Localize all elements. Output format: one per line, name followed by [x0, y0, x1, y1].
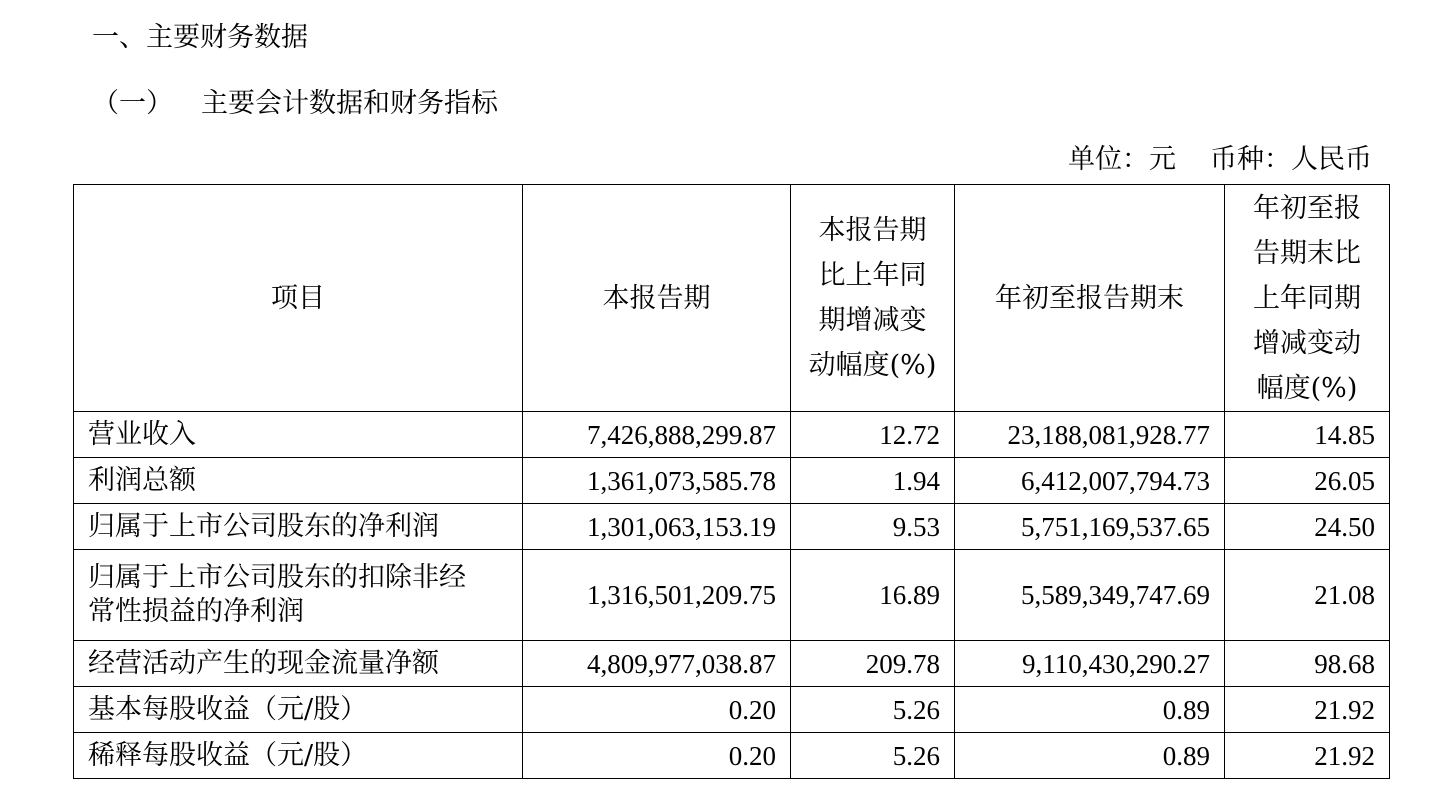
row-label-line: 经营活动产生的现金流量净额 [88, 647, 439, 679]
cell-current-period-change: 209.78 [791, 641, 955, 687]
header-text-line: 期增减变 [818, 305, 927, 336]
header-text-line: 增减变动 [1253, 327, 1361, 359]
cell-ytd-change: 26.05 [1225, 458, 1390, 504]
header-ytd-change [1225, 185, 1390, 412]
cell-current-period-change: 1.94 [791, 458, 955, 504]
row-label [74, 641, 523, 687]
cell-current-period: 0.20 [523, 733, 791, 779]
cell-ytd: 9,110,430,290.27 [955, 641, 1225, 687]
row-label [74, 687, 523, 733]
table-row [74, 412, 1390, 458]
cell-current-period: 1,316,501,209.75 [523, 550, 791, 641]
unit-label: 单位：元 [1068, 144, 1176, 175]
cell-ytd-change: 21.92 [1225, 733, 1390, 779]
table-row [74, 733, 1390, 779]
cell-ytd: 6,412,007,794.73 [955, 458, 1225, 504]
header-text-line: 年初至报 [1253, 192, 1361, 224]
cell-current-period: 7,426,888,299.87 [523, 412, 791, 458]
cell-current-period-change: 12.72 [791, 412, 955, 458]
table-row [74, 641, 1390, 687]
row-label [74, 733, 523, 779]
table-row [74, 504, 1390, 550]
header-text-line: 项目 [271, 282, 325, 314]
header-ytd [955, 185, 1225, 412]
header-text-line: 本报告期 [818, 215, 927, 246]
cell-current-period-change: 5.26 [791, 687, 955, 733]
table-row [74, 550, 1390, 641]
row-label-line: 归属于上市公司股东的扣除非经 [88, 562, 466, 593]
currency-label: 币种：人民币 [1210, 144, 1372, 175]
cell-ytd-change: 21.08 [1225, 550, 1390, 641]
cell-ytd: 0.89 [955, 687, 1225, 733]
row-label-line: 归属于上市公司股东的净利润 [88, 510, 439, 542]
cell-current-period: 4,809,977,038.87 [523, 641, 791, 687]
header-item [74, 185, 523, 412]
header-text-line: 本报告期 [602, 282, 711, 314]
cell-current-period-change: 16.89 [791, 550, 955, 641]
header-text-line: 幅度(%) [1256, 372, 1358, 404]
cell-current-period-change: 9.53 [791, 504, 955, 550]
section-heading: 一、主要财务数据 [92, 22, 308, 53]
unit-currency-note [1068, 140, 1372, 180]
cell-ytd-change: 14.85 [1225, 412, 1390, 458]
cell-ytd-change: 21.92 [1225, 687, 1390, 733]
row-label-line: 稀释每股收益（元/股） [88, 739, 368, 771]
cell-current-period: 1,301,063,153.19 [523, 504, 791, 550]
header-text-line: 动幅度(%) [808, 350, 937, 381]
cell-ytd: 5,589,349,747.69 [955, 550, 1225, 641]
header-text-line: 年初至报告期末 [995, 282, 1184, 314]
row-label [74, 550, 523, 641]
row-label-line: 利润总额 [88, 464, 196, 496]
header-text-line: 比上年同 [818, 260, 927, 291]
table-body [74, 412, 1390, 779]
row-label-line: 营业收入 [88, 418, 196, 450]
subsection-title: 主要会计数据和财务指标 [201, 88, 498, 119]
row-label [74, 458, 523, 504]
header-text-line: 告期末比 [1253, 237, 1361, 269]
row-label [74, 412, 523, 458]
row-label-line: 基本每股收益（元/股） [88, 693, 368, 725]
header-current-period-change [791, 185, 955, 412]
cell-current-period-change: 5.26 [791, 733, 955, 779]
cell-ytd: 0.89 [955, 733, 1225, 779]
subsection-heading [92, 84, 498, 124]
table-row [74, 687, 1390, 733]
cell-ytd: 5,751,169,537.65 [955, 504, 1225, 550]
table-header-row [74, 185, 1390, 412]
cell-ytd-change: 98.68 [1225, 641, 1390, 687]
header-text-line: 上年同期 [1253, 282, 1361, 314]
header-current-period [523, 185, 791, 412]
cell-current-period: 1,361,073,585.78 [523, 458, 791, 504]
cell-current-period: 0.20 [523, 687, 791, 733]
row-label [74, 504, 523, 550]
subsection-number: （一） [92, 88, 173, 119]
financial-data-table [73, 184, 1390, 779]
row-label-line: 常性损益的净利润 [88, 596, 304, 627]
table-row [74, 458, 1390, 504]
cell-ytd: 23,188,081,928.77 [955, 412, 1225, 458]
cell-ytd-change: 24.50 [1225, 504, 1390, 550]
